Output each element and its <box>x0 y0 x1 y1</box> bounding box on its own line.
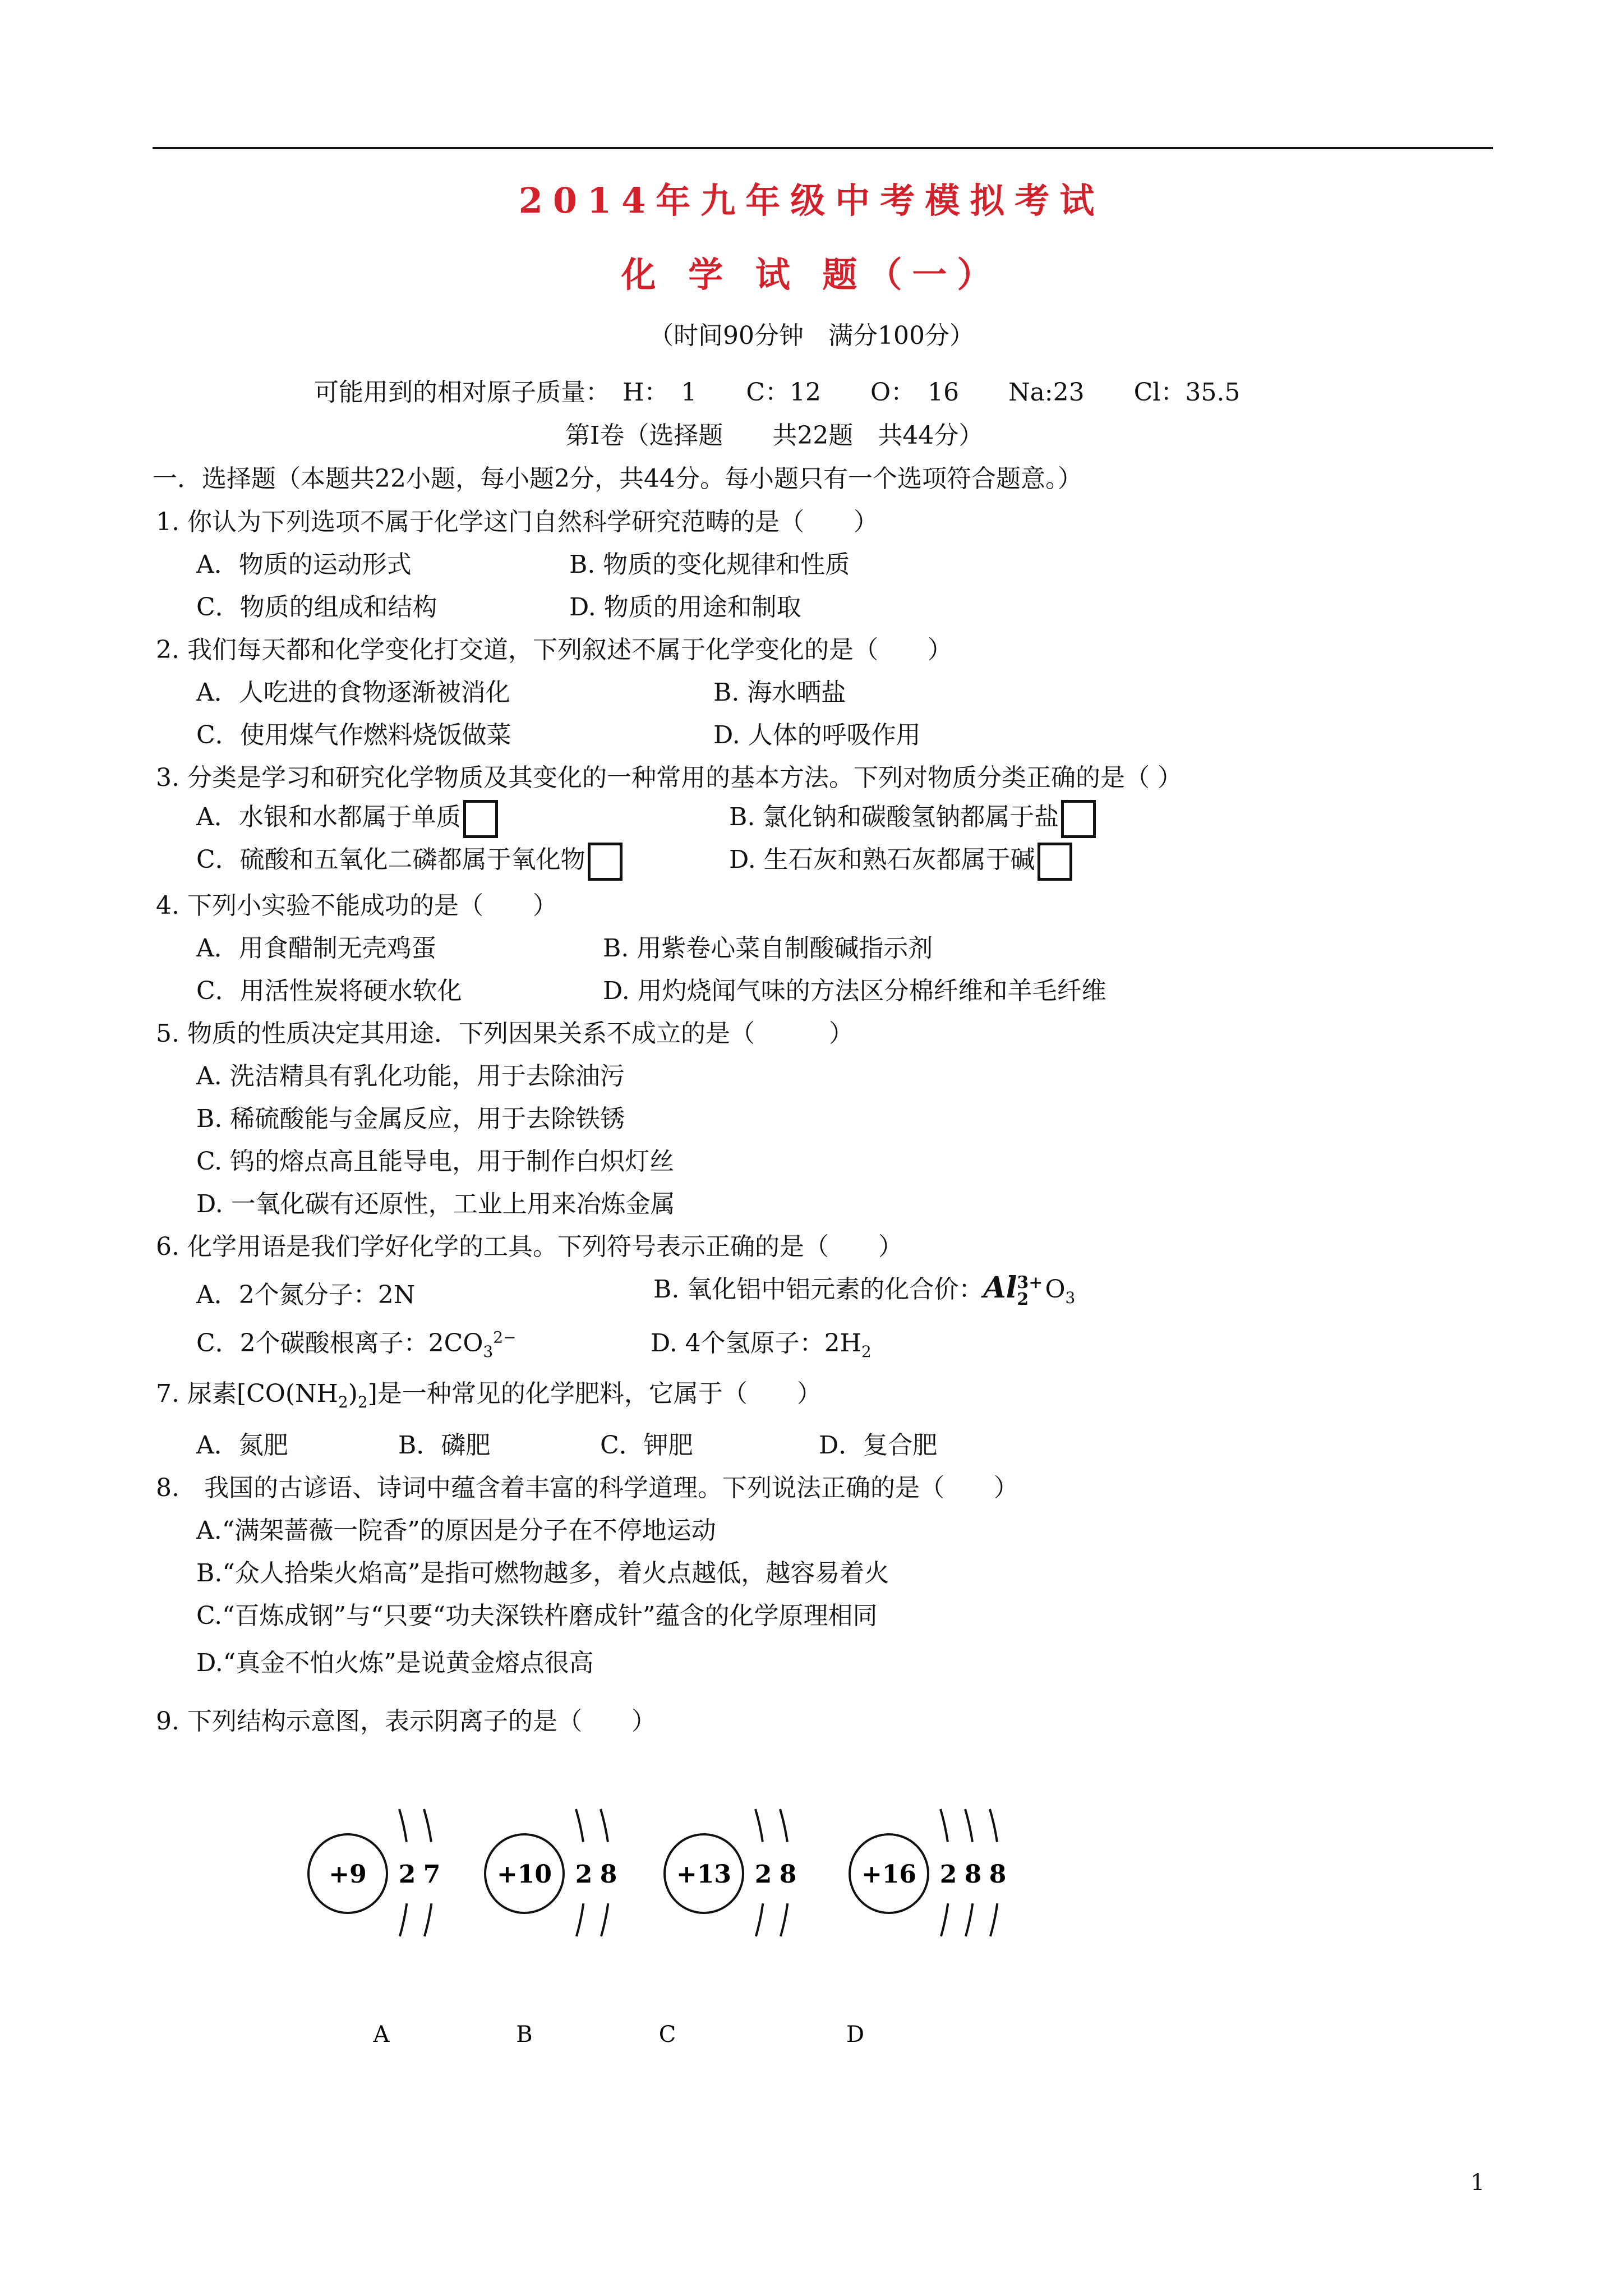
q7-option-d: D．复合肥 <box>819 1431 938 1460</box>
atomic-structure-diagrams <box>0 1784 1623 2076</box>
shell-electron-count: 8 <box>989 1860 1007 1889</box>
q9-stem: 9. 下列结构示意图，表示阴离子的是（ ） <box>156 1707 656 1736</box>
aluminum-symbol: Al <box>983 1271 1017 1305</box>
q5-option-a: A. 洗洁精具有乳化功能，用于去除油污 <box>196 1062 625 1091</box>
q2-option-a: A．人吃进的食物逐渐被消化 <box>196 678 510 707</box>
q3-stem: 3. 分类是学习和研究化学物质及其变化的一种常用的基本方法。下列对物质分类正确的是（ ） <box>156 763 1182 792</box>
diagram-label: A <box>373 2022 390 2047</box>
q1-option-c: C．物质的组成和结构 <box>196 593 437 622</box>
q8-stem: 8. 我国的古谚语、诗词中蕴含着丰富的科学道理。下列说法正确的是（ ） <box>156 1474 1018 1502</box>
q6-option-a: A．2个氮分子：2N <box>196 1281 416 1309</box>
q3-option-d <box>729 839 1072 881</box>
q3-option-a <box>196 797 498 838</box>
aluminum-subscript: 2 <box>1017 1289 1029 1309</box>
valence-charge: 3+ <box>1017 1272 1043 1292</box>
q7-subscript: 2 <box>338 1392 348 1411</box>
carbonate-charge: 2− <box>493 1328 517 1347</box>
diagram-c <box>659 1809 797 2047</box>
diagram-label: B <box>516 2022 533 2047</box>
q4-option-c: C．用活性炭将硬水软化 <box>196 977 462 1005</box>
q8-option-a: A.“满架蔷薇一院香”的原因是分子在不停地运动 <box>196 1516 716 1545</box>
q1-stem: 1. 你认为下列选项不属于化学这门自然科学研究范畴的是（ ） <box>156 508 878 536</box>
shell-electron-count: 2 <box>575 1860 593 1889</box>
diagram-label: D <box>846 2022 865 2047</box>
section-heading: 第Ⅰ卷（选择题 共22题 共44分） <box>565 421 984 450</box>
q7-stem-part: ]是一种常见的化学肥料，它属于（ ） <box>367 1379 822 1408</box>
q7-stem-part: 7. 尿素[CO(NH <box>156 1379 338 1408</box>
q5-stem: 5. 物质的性质决定其用途．下列因果关系不成立的是（ ） <box>156 1019 854 1048</box>
q6-option-b <box>653 1269 1075 1308</box>
q3-option-a-text: A．水银和水都属于单质 <box>196 803 461 831</box>
hydrogen-subscript: 2 <box>861 1342 872 1361</box>
shell-electron-count: 8 <box>964 1860 982 1889</box>
answer-box <box>588 843 623 881</box>
q6-option-d-text: D. 4个氢原子：2H <box>651 1329 862 1358</box>
shell-electron-count: 8 <box>600 1860 617 1889</box>
atomic-mass-line: 可能用到的相对原子质量： H： 1 C：12 O： 16 Na:23 Cl：35.5 <box>314 378 1241 407</box>
q7-subscript: 2 <box>357 1392 368 1411</box>
q5-option-c: C. 钨的熔点高且能导电，用于制作白炽灯丝 <box>196 1147 675 1176</box>
header-rule <box>153 147 1493 149</box>
shell-electron-count: 2 <box>398 1860 416 1889</box>
q2-option-d: D. 人体的呼吸作用 <box>713 721 921 749</box>
q7-stem <box>156 1373 822 1411</box>
q1-option-b: B. 物质的变化规律和性质 <box>569 550 850 579</box>
q8-option-d: D.“真金不怕火炼”是说黄金熔点很高 <box>196 1649 594 1677</box>
answer-box <box>463 800 498 838</box>
q6-option-c <box>196 1323 517 1361</box>
exam-subtitle: 化 学 试 题（一） <box>621 254 1002 295</box>
q2-option-b: B. 海水晒盐 <box>713 678 846 707</box>
shell-electron-count: 2 <box>754 1860 772 1889</box>
q5-option-b: B. 稀硫酸能与金属反应，用于去除铁锈 <box>196 1105 625 1133</box>
q4-stem: 4. 下列小实验不能成功的是（ ） <box>156 891 557 920</box>
answer-box <box>1061 800 1096 838</box>
oxygen-subscript: 3 <box>1065 1288 1076 1307</box>
q6-option-d <box>651 1323 872 1361</box>
nucleus-charge: +16 <box>861 1860 917 1889</box>
shell-electron-count: 8 <box>779 1860 797 1889</box>
q4-option-b: B. 用紫卷心菜自制酸碱指示剂 <box>603 934 933 963</box>
q2-stem: 2. 我们每天都和化学变化打交道，下列叙述不属于化学变化的是（ ） <box>156 636 952 664</box>
nucleus-charge: +10 <box>496 1860 552 1889</box>
q6-option-b-text: B. 氧化铝中铝元素的化合价： <box>653 1275 984 1304</box>
nucleus-charge: +9 <box>329 1860 367 1889</box>
carbonate-subscript: 3 <box>483 1342 494 1361</box>
q7-stem-part: ) <box>348 1379 358 1408</box>
q3-option-b <box>729 797 1096 838</box>
instructions: 一．选择题（本题共22小题，每小题2分，共44分。每小题只有一个选项符合题意。） <box>153 464 1082 493</box>
q7-option-c: C．钾肥 <box>600 1431 693 1460</box>
time-info: （时间90分钟 满分100分） <box>649 321 974 350</box>
shell-electron-count: 7 <box>423 1860 441 1889</box>
q3-option-c-text: C．硫酸和五氧化二磷都属于氧化物 <box>196 845 585 874</box>
q4-option-a: A．用食醋制无壳鸡蛋 <box>196 934 436 963</box>
oxygen-symbol: O <box>1045 1275 1066 1304</box>
q7-option-b: B．磷肥 <box>398 1431 491 1460</box>
shell-electron-count: 2 <box>939 1860 957 1889</box>
diagram-d <box>846 1809 1006 2047</box>
q3-option-b-text: B. 氯化钠和碳酸氢钠都属于盐 <box>729 803 1059 831</box>
q1-option-d: D. 物质的用途和制取 <box>569 593 801 622</box>
diagram-b <box>485 1809 617 2047</box>
page-number: 1 <box>1470 2170 1485 2196</box>
q7-option-a: A．氮肥 <box>196 1431 288 1460</box>
diagram-label: C <box>658 2022 676 2047</box>
q6-stem: 6. 化学用语是我们学好化学的工具。下列符号表示正确的是（ ） <box>156 1232 903 1261</box>
q5-option-d: D. 一氧化碳有还原性，工业上用来冶炼金属 <box>196 1190 675 1218</box>
q8-option-c: C.“百炼成钢”与“只要“功夫深铁杵磨成针”蕴含的化学原理相同 <box>196 1602 878 1630</box>
exam-title: 2014年九年级中考模拟考试 <box>518 180 1105 221</box>
q6-option-c-text: C．2个碳酸根离子：2CO <box>196 1329 483 1358</box>
answer-box <box>1038 843 1072 881</box>
diagram-a <box>308 1809 440 2047</box>
q2-option-c: C．使用煤气作燃料烧饭做菜 <box>196 721 511 749</box>
q1-option-a: A．物质的运动形式 <box>196 550 412 579</box>
nucleus-charge: +13 <box>676 1860 732 1889</box>
q8-option-b: B.“众人拾柴火焰高”是指可燃物越多，着火点越低，越容易着火 <box>196 1559 889 1588</box>
q3-option-d-text: D. 生石灰和熟石灰都属于碱 <box>729 845 1035 874</box>
q4-option-d: D. 用灼烧闻气味的方法区分棉纤维和羊毛纤维 <box>603 977 1106 1005</box>
q3-option-c <box>196 839 623 881</box>
